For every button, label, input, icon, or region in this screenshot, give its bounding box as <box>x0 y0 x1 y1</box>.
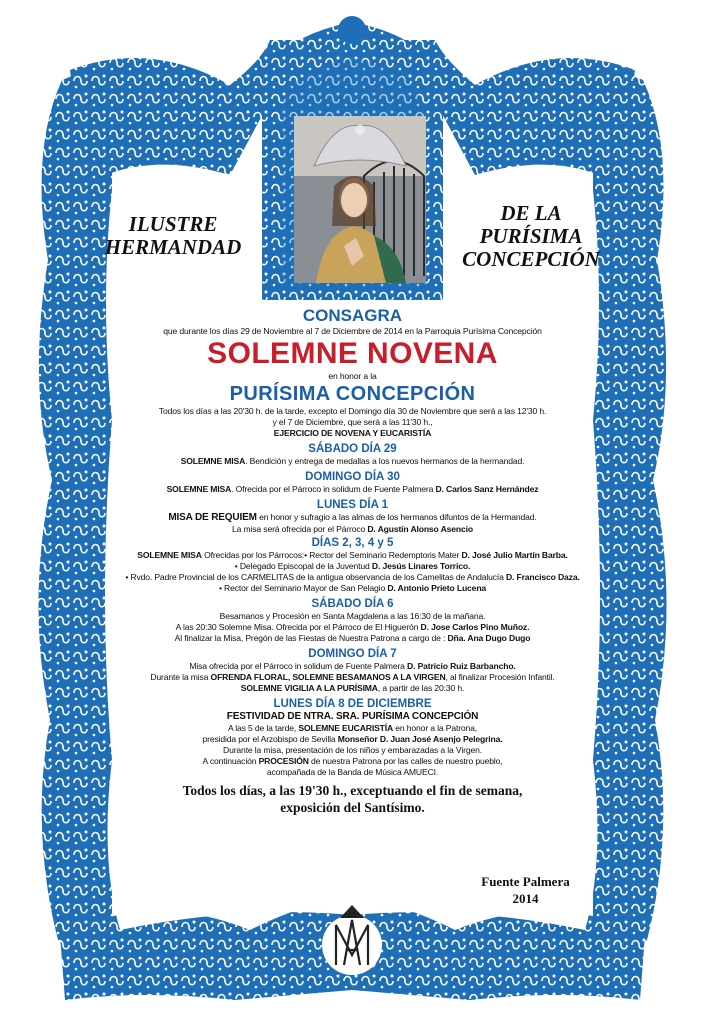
day-heading-dom7: DOMINGO DÍA 7 <box>308 648 397 660</box>
dom7-line-1: Misa ofrecida por el Párroco in solidum de Fuente Palmera D. Patricio Ruiz Barbancho. <box>189 661 516 671</box>
heading-ilustre-hermandad <box>96 213 250 259</box>
virgin-image <box>294 116 426 283</box>
sab6-line-3: Al finalizar la Misa, Pregón de las Fiestas de Nuestra Patrona a cargo de : Dña. Ana Dugo Dugo <box>174 633 531 643</box>
intro-line-2: y el 7 de Diciembre, que será a las 11'30 h., <box>272 417 433 427</box>
lun8-line-1: A las 5 de la tarde, SOLEMNE EUCARISTÍA en honor a la Patrona, <box>227 723 478 733</box>
sab6-line-2: A las 20:30 Solemne Misa. Ofrecida por el Párroco de El Higuerón D. Jose Carlos Pino Muñoz. <box>175 622 530 632</box>
day-heading-dom30: DOMINGO DÍA 30 <box>305 471 400 483</box>
heading-right-line-3: CONCEPCIÓN <box>462 247 600 271</box>
consagra-title: CONSAGRA <box>302 306 403 325</box>
sab29-line: SOLEMNE MISA. Bendición y entrega de medallas a los nuevos hermanos de la hermandad. <box>180 456 525 466</box>
lun8-line-5: acompañada de la Banda de Música AMUECI. <box>266 767 439 777</box>
day-heading-sab6: SÁBADO DÍA 6 <box>311 598 394 610</box>
heading-left-line-2: HERMANDAD <box>104 235 242 259</box>
dias2345-line-3: • Rvdo. Padre Provincial de los CARMELITAS de la antigua observancia de los Camelitas de Andalucía D. Francisco Daza. <box>125 572 580 582</box>
intro-line-3: EJERCICIO DE NOVENA Y EUCARISTÍA <box>273 428 432 438</box>
signature-year: 2014 <box>512 891 539 906</box>
final-note-line-1: Todos los días, a las 19'30 h., exceptuando el fin de semana, <box>182 783 523 798</box>
lun8-title: FESTIVIDAD DE NTRA. SRA. PURÍSIMA CONCEPCIÓN <box>226 711 479 722</box>
signature-town: Fuente Palmera <box>481 874 570 889</box>
dom7-line-3: SOLEMNE VIGILIA A LA PURÍSIMA, a partir de las 20:30 h. <box>240 683 465 693</box>
dias2345-line-4: • Rector del Seminario Mayor de San Pelagio D. Antonio Prieto Lucena <box>218 583 487 593</box>
lun1-line-2: La misa será ofrecida por el Párroco D. Agustín Alonso Asencio <box>232 524 473 534</box>
lun8-line-2: presidida por el Arzobispo de Sevilla Monseñor D. Juan José Asenjo Pelegrina. <box>202 734 503 744</box>
dedication-title: PURÍSIMA CONCEPCIÓN <box>229 383 476 405</box>
dom7-line-2: Durante la misa OFRENDA FLORAL, SOLEMNE BESAMANOS A LA VIRGEN, al finalizar Procesión Infantil. <box>150 672 555 682</box>
heading-purisima-concepcion <box>452 202 610 271</box>
final-note-line-2: exposición del Santísimo. <box>280 800 425 815</box>
lun8-line-3: Durante la misa, presentación de los niños y embarazadas a la Virgen. <box>223 745 482 755</box>
heading-right-line-2: PURÍSIMA <box>479 224 583 248</box>
program-content <box>110 305 595 816</box>
dias2345-line-2: • Delegado Episcopal de la Juventud D. Jesús Linares Torrico. <box>234 561 471 571</box>
heading-right-line-1: DE LA <box>500 201 562 225</box>
main-title: SOLEMNE NOVENA <box>207 337 498 370</box>
final-note <box>110 782 595 816</box>
day-heading-lun1: LUNES DÍA 1 <box>316 499 389 511</box>
lun8-line-4: A continuación PROCESIÓN de nuestra Patrona por las calles de nuestro pueblo, <box>202 756 503 766</box>
honor-line: en honor a la <box>328 371 377 381</box>
sab6-line-1: Besamanos y Procesión en Santa Magdalena a las 16:30 de la mañana. <box>219 611 486 621</box>
day-heading-sab29: SÁBADO DÍA 29 <box>308 443 397 455</box>
dias2345-line-1: SOLEMNE MISA Ofrecidas por los Párrocos:• Rector del Seminario Redemptoris Mater D. José Julio Martín Barba. <box>137 550 568 560</box>
dom30-line: SOLEMNE MISA. Ofrecida por el Párroco in solidum de Fuente Palmera D. Carlos Sanz Hernández <box>166 484 539 494</box>
day-heading-lun8: LUNES DÍA 8 DE DICIEMBRE <box>273 698 432 710</box>
consagra-subtitle: que durante los días 29 de Noviembre al 7 de Diciembre de 2014 en la Parroquia Purísima Concepción <box>163 326 542 336</box>
heading-left-line-1: ILUSTRE <box>128 212 218 236</box>
intro-line-1: Todos los días a las 20'30 h. de la tarde, excepto el Domingo día 30 de Noviembre que será a las 12'30 h. <box>158 406 547 416</box>
day-heading-dias2345: DÍAS 2, 3, 4 y 5 <box>311 537 394 549</box>
lun1-line-1: MISA DE REQUIEM en honor y sufragio a las almas de los hermanos difuntos de la Hermandad. <box>168 512 537 523</box>
signature-block <box>478 873 573 907</box>
